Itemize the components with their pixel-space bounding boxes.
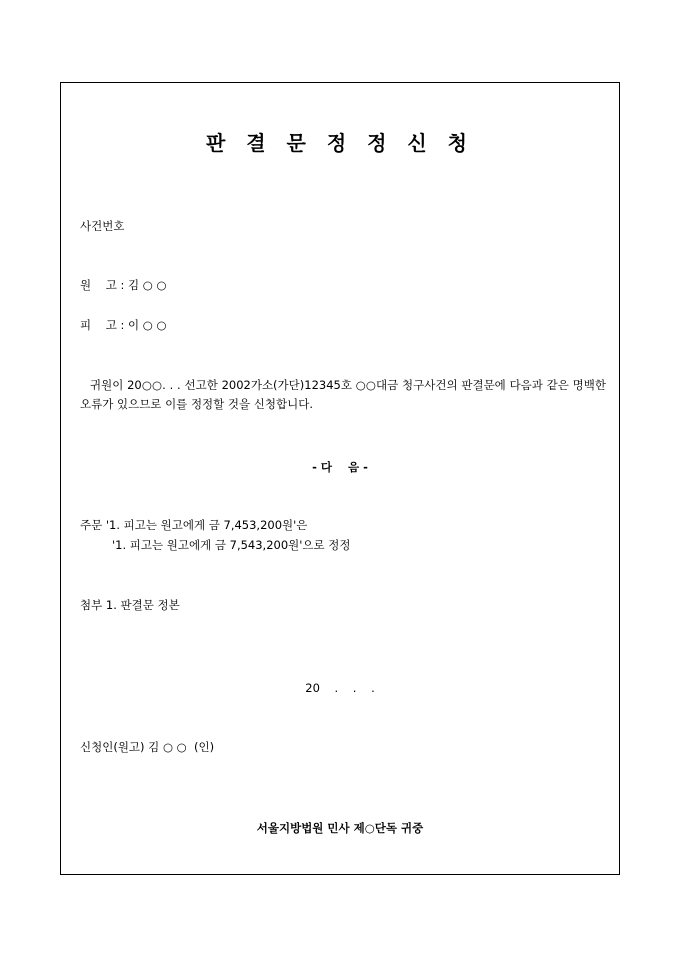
court-addressee: 서울지방법원 민사 제○단독 귀중 bbox=[256, 821, 424, 835]
document-frame bbox=[60, 82, 620, 875]
request-body: 귀원이 20○○. . . 선고한 2002가소(가단)12345호 ○○대금 청구사건의 판결문에 다음과 같은 명백한 오류가 있으므로 이를 정정할 것을 신청합니다. bbox=[80, 378, 606, 411]
date-line: 20 . . . bbox=[305, 681, 375, 695]
defendant-line: 피 고 : 이 ○ ○ bbox=[80, 318, 167, 332]
order-line-2: '1. 피고는 원고에게 금 7,543,200원'으로 정정 bbox=[112, 538, 351, 552]
applicant-line: 신청인(원고) 김 ○ ○ (인) bbox=[80, 740, 215, 754]
case-number-label: 사건번호 bbox=[80, 219, 125, 233]
order-line-1: 주문 '1. 피고는 원고에게 금 7,453,200원'은 bbox=[80, 518, 308, 532]
plaintiff-line: 원 고 : 김 ○ ○ bbox=[80, 278, 167, 292]
document-title: 판 결 문 정 정 신 청 bbox=[205, 131, 475, 155]
attachment-line: 첨부 1. 판결문 정본 bbox=[80, 598, 180, 612]
next-heading: - 다 음 - bbox=[312, 460, 368, 474]
